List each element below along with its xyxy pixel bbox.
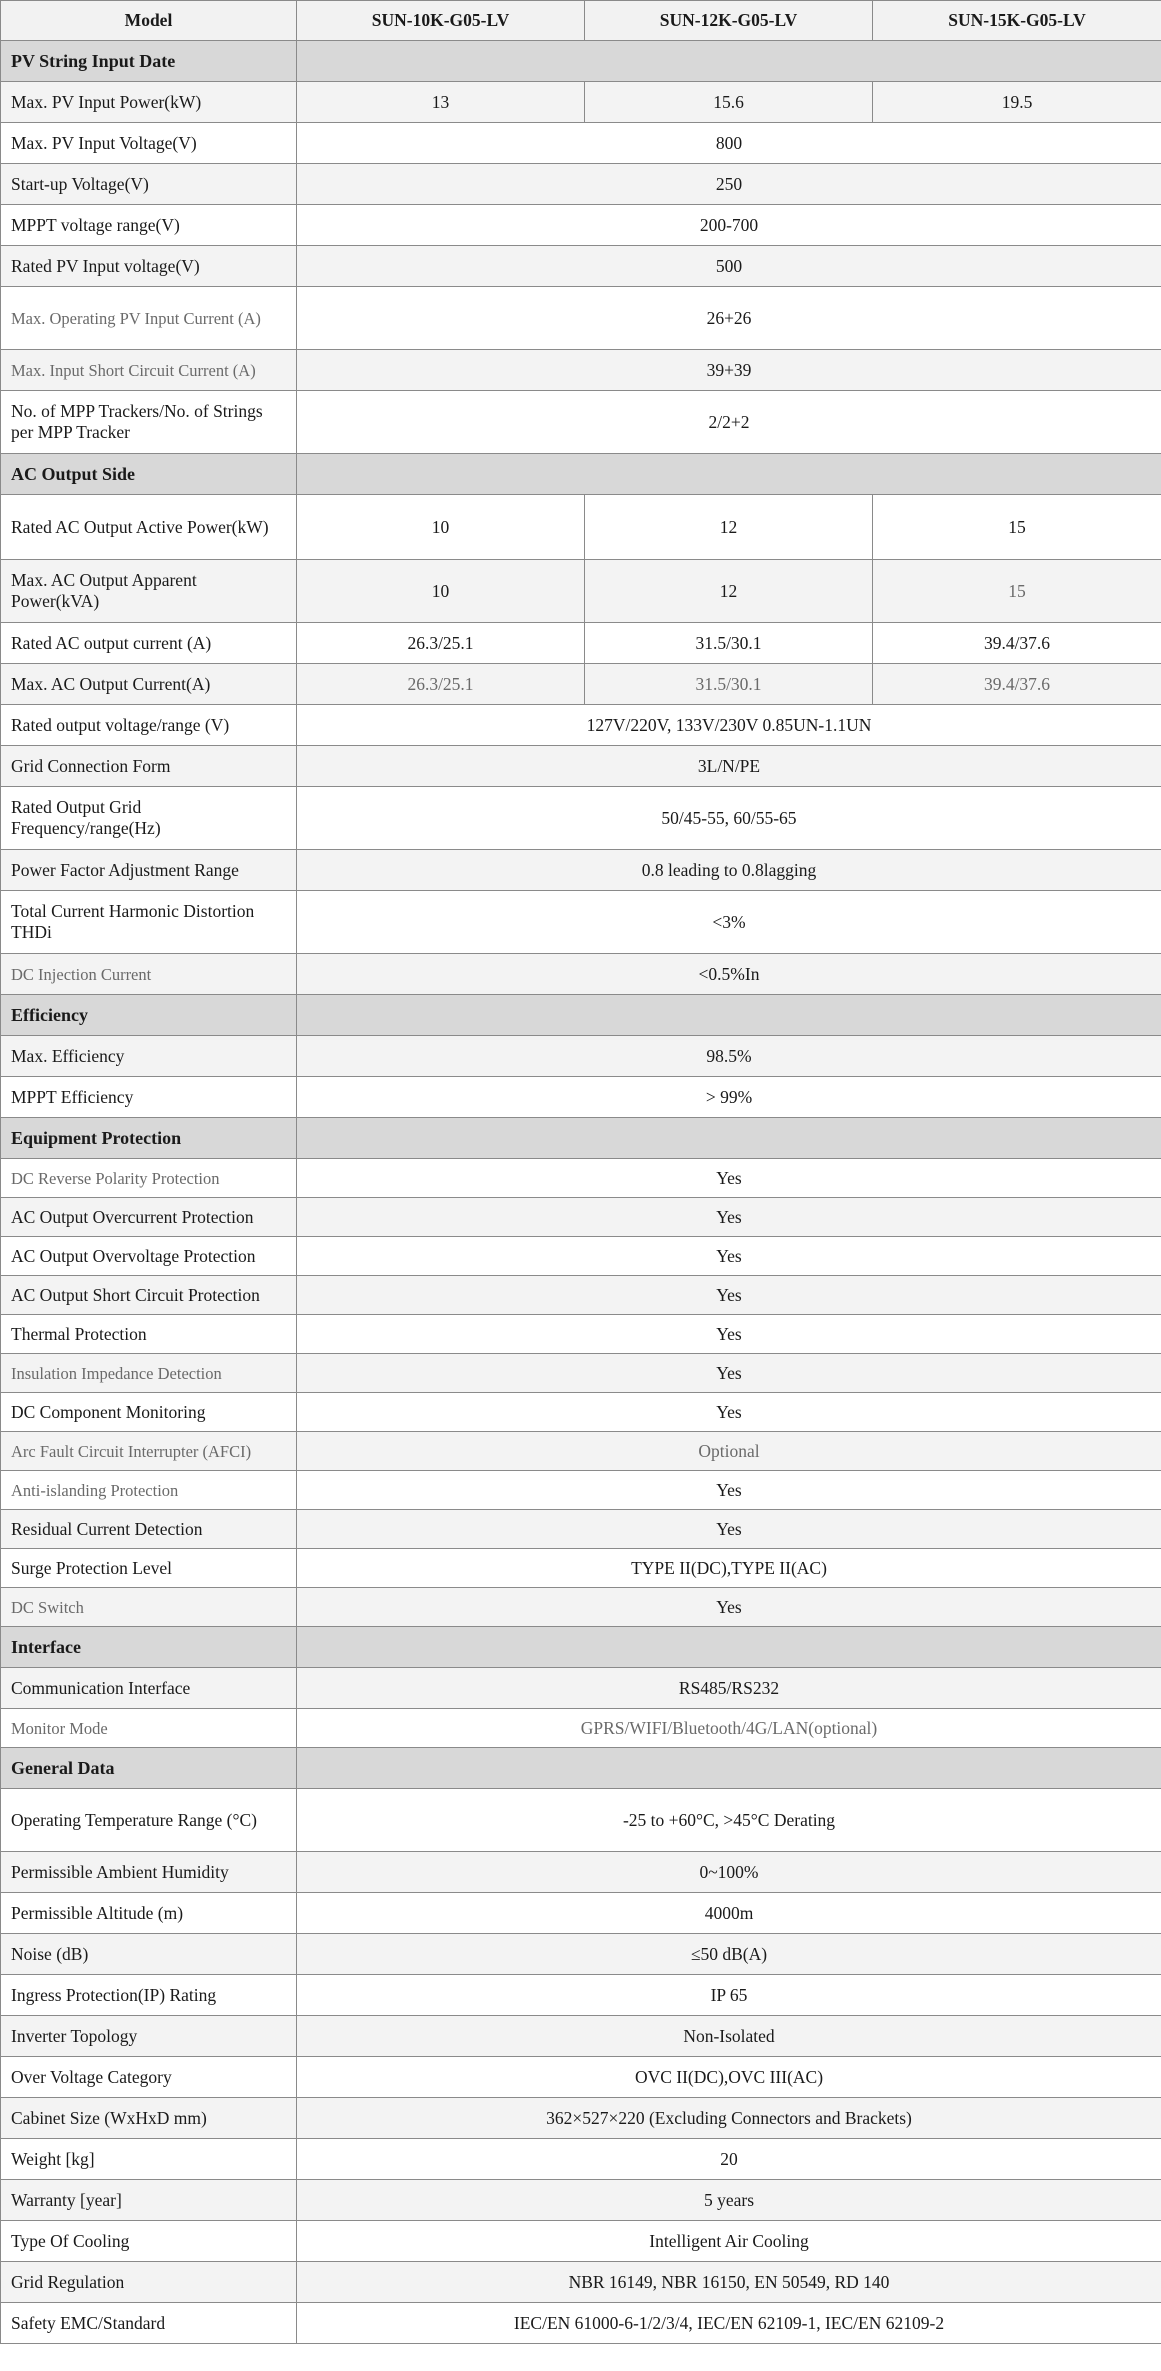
row-label: Warranty [year] bbox=[1, 2180, 297, 2221]
section-title: Equipment Protection bbox=[1, 1118, 297, 1159]
table-row bbox=[1, 2098, 1161, 2139]
row-value: 26+26 bbox=[297, 287, 1161, 350]
section-header-protection bbox=[1, 1118, 1161, 1159]
row-label: Safety EMC/Standard bbox=[1, 2303, 297, 2344]
row-label: Over Voltage Category bbox=[1, 2057, 297, 2098]
row-value: Intelligent Air Cooling bbox=[297, 2221, 1161, 2262]
table-row bbox=[1, 246, 1161, 287]
row-value: Yes bbox=[297, 1276, 1161, 1315]
table-row bbox=[1, 2262, 1161, 2303]
row-label: Rated output voltage/range (V) bbox=[1, 705, 297, 746]
row-label: Residual Current Detection bbox=[1, 1510, 297, 1549]
row-label: Operating Temperature Range (°C) bbox=[1, 1789, 297, 1852]
table-row bbox=[1, 1159, 1161, 1198]
row-value: 39+39 bbox=[297, 350, 1161, 391]
row-label: Max. AC Output Apparent Power(kVA) bbox=[1, 560, 297, 623]
row-value: 39.4/37.6 bbox=[873, 664, 1161, 705]
row-value: <0.5%In bbox=[297, 954, 1161, 995]
model-column-3: SUN-15K-G05-LV bbox=[873, 1, 1161, 41]
row-value: 10 bbox=[297, 495, 585, 560]
row-value: Optional bbox=[297, 1432, 1161, 1471]
section-header-pv bbox=[1, 41, 1161, 82]
table-row bbox=[1, 82, 1161, 123]
table-row bbox=[1, 1549, 1161, 1588]
table-header-row bbox=[1, 1, 1161, 41]
row-label: DC Reverse Polarity Protection bbox=[1, 1159, 297, 1198]
row-value: 31.5/30.1 bbox=[585, 664, 873, 705]
table-row bbox=[1, 205, 1161, 246]
row-value: TYPE II(DC),TYPE II(AC) bbox=[297, 1549, 1161, 1588]
row-value: IP 65 bbox=[297, 1975, 1161, 2016]
row-value: GPRS/WIFI/Bluetooth/4G/LAN(optional) bbox=[297, 1709, 1161, 1748]
table-row bbox=[1, 1893, 1161, 1934]
table-row bbox=[1, 746, 1161, 787]
table-row bbox=[1, 1237, 1161, 1276]
section-header-efficiency bbox=[1, 995, 1161, 1036]
table-row bbox=[1, 1789, 1161, 1852]
row-value: Yes bbox=[297, 1471, 1161, 1510]
table-row bbox=[1, 850, 1161, 891]
row-label: Max. Operating PV Input Current (A) bbox=[1, 287, 297, 350]
table-row bbox=[1, 1077, 1161, 1118]
row-label: Max. PV Input Voltage(V) bbox=[1, 123, 297, 164]
table-row bbox=[1, 2303, 1161, 2344]
row-label: Inverter Topology bbox=[1, 2016, 297, 2057]
row-label: Thermal Protection bbox=[1, 1315, 297, 1354]
table-row bbox=[1, 1934, 1161, 1975]
row-value: 10 bbox=[297, 560, 585, 623]
table-row bbox=[1, 164, 1161, 205]
table-row bbox=[1, 2016, 1161, 2057]
row-value: 2/2+2 bbox=[297, 391, 1161, 454]
row-value: 50/45-55, 60/55-65 bbox=[297, 787, 1161, 850]
row-value: Yes bbox=[297, 1510, 1161, 1549]
section-title: Efficiency bbox=[1, 995, 297, 1036]
table-row bbox=[1, 2139, 1161, 2180]
row-label: Ingress Protection(IP) Rating bbox=[1, 1975, 297, 2016]
table-row bbox=[1, 1588, 1161, 1627]
row-value: 200-700 bbox=[297, 205, 1161, 246]
table-row bbox=[1, 560, 1161, 623]
table-row bbox=[1, 1510, 1161, 1549]
row-label: Surge Protection Level bbox=[1, 1549, 297, 1588]
row-label: Start-up Voltage(V) bbox=[1, 164, 297, 205]
row-label: Permissible Ambient Humidity bbox=[1, 1852, 297, 1893]
table-row bbox=[1, 1852, 1161, 1893]
row-label: AC Output Overcurrent Protection bbox=[1, 1198, 297, 1237]
section-header-general bbox=[1, 1748, 1161, 1789]
row-value: 39.4/37.6 bbox=[873, 623, 1161, 664]
row-value: 26.3/25.1 bbox=[297, 664, 585, 705]
row-value: 98.5% bbox=[297, 1036, 1161, 1077]
table-row bbox=[1, 1709, 1161, 1748]
table-row bbox=[1, 1276, 1161, 1315]
row-value: Non-Isolated bbox=[297, 2016, 1161, 2057]
row-value: 4000m bbox=[297, 1893, 1161, 1934]
row-label: Noise (dB) bbox=[1, 1934, 297, 1975]
table-row bbox=[1, 664, 1161, 705]
table-row bbox=[1, 891, 1161, 954]
row-label: Insulation Impedance Detection bbox=[1, 1354, 297, 1393]
row-value: Yes bbox=[297, 1393, 1161, 1432]
section-title: AC Output Side bbox=[1, 454, 297, 495]
row-label: Communication Interface bbox=[1, 1668, 297, 1709]
table-row bbox=[1, 2057, 1161, 2098]
row-label: Max. Efficiency bbox=[1, 1036, 297, 1077]
table-row bbox=[1, 1315, 1161, 1354]
row-value: Yes bbox=[297, 1159, 1161, 1198]
row-label: Max. PV Input Power(kW) bbox=[1, 82, 297, 123]
row-label: No. of MPP Trackers/No. of Strings per MPP Tracker bbox=[1, 391, 297, 454]
row-value: 15 bbox=[873, 560, 1161, 623]
row-label: Weight [kg] bbox=[1, 2139, 297, 2180]
model-header: Model bbox=[1, 1, 297, 41]
row-value: NBR 16149, NBR 16150, EN 50549, RD 140 bbox=[297, 2262, 1161, 2303]
row-value: 19.5 bbox=[873, 82, 1161, 123]
row-value: Yes bbox=[297, 1237, 1161, 1276]
row-value: 26.3/25.1 bbox=[297, 623, 585, 664]
table-row bbox=[1, 123, 1161, 164]
row-label: DC Injection Current bbox=[1, 954, 297, 995]
row-value: 127V/220V, 133V/230V 0.85UN-1.1UN bbox=[297, 705, 1161, 746]
table-row bbox=[1, 1393, 1161, 1432]
row-value: 500 bbox=[297, 246, 1161, 287]
row-value: 0~100% bbox=[297, 1852, 1161, 1893]
table-row bbox=[1, 495, 1161, 560]
table-row bbox=[1, 1471, 1161, 1510]
table-row bbox=[1, 2221, 1161, 2262]
section-header-ac bbox=[1, 454, 1161, 495]
table-row bbox=[1, 623, 1161, 664]
row-value: ≤50 dB(A) bbox=[297, 1934, 1161, 1975]
table-row bbox=[1, 705, 1161, 746]
row-value: Yes bbox=[297, 1198, 1161, 1237]
row-value: 15 bbox=[873, 495, 1161, 560]
row-value: 31.5/30.1 bbox=[585, 623, 873, 664]
row-label: Anti-islanding Protection bbox=[1, 1471, 297, 1510]
row-label: Grid Connection Form bbox=[1, 746, 297, 787]
row-label: AC Output Overvoltage Protection bbox=[1, 1237, 297, 1276]
row-label: Rated AC Output Active Power(kW) bbox=[1, 495, 297, 560]
section-title: General Data bbox=[1, 1748, 297, 1789]
row-label: Grid Regulation bbox=[1, 2262, 297, 2303]
row-value: 800 bbox=[297, 123, 1161, 164]
table-row bbox=[1, 1975, 1161, 2016]
row-value: 362×527×220 (Excluding Connectors and Brackets) bbox=[297, 2098, 1161, 2139]
row-value: 250 bbox=[297, 164, 1161, 205]
table-row bbox=[1, 787, 1161, 850]
row-value: 0.8 leading to 0.8lagging bbox=[297, 850, 1161, 891]
section-title: PV String Input Date bbox=[1, 41, 297, 82]
row-label: Rated PV Input voltage(V) bbox=[1, 246, 297, 287]
table-row bbox=[1, 1432, 1161, 1471]
row-label: AC Output Short Circuit Protection bbox=[1, 1276, 297, 1315]
table-row bbox=[1, 1198, 1161, 1237]
table-row bbox=[1, 287, 1161, 350]
row-value: 12 bbox=[585, 495, 873, 560]
row-label: Rated AC output current (A) bbox=[1, 623, 297, 664]
row-value: IEC/EN 61000-6-1/2/3/4, IEC/EN 62109-1, IEC/EN 62109-2 bbox=[297, 2303, 1161, 2344]
section-title: Interface bbox=[1, 1627, 297, 1668]
row-value: 3L/N/PE bbox=[297, 746, 1161, 787]
row-label: Type Of Cooling bbox=[1, 2221, 297, 2262]
model-column-2: SUN-12K-G05-LV bbox=[585, 1, 873, 41]
row-value: OVC II(DC),OVC III(AC) bbox=[297, 2057, 1161, 2098]
row-value: 12 bbox=[585, 560, 873, 623]
table-row bbox=[1, 350, 1161, 391]
row-value: 20 bbox=[297, 2139, 1161, 2180]
row-label: DC Component Monitoring bbox=[1, 1393, 297, 1432]
row-label: Power Factor Adjustment Range bbox=[1, 850, 297, 891]
row-value: 13 bbox=[297, 82, 585, 123]
row-label: Max. AC Output Current(A) bbox=[1, 664, 297, 705]
row-label: Max. Input Short Circuit Current (A) bbox=[1, 350, 297, 391]
row-label: Total Current Harmonic Distortion THDi bbox=[1, 891, 297, 954]
table-row bbox=[1, 1354, 1161, 1393]
row-value: Yes bbox=[297, 1354, 1161, 1393]
row-label: MPPT Efficiency bbox=[1, 1077, 297, 1118]
table-row bbox=[1, 954, 1161, 995]
section-header-interface bbox=[1, 1627, 1161, 1668]
table-row bbox=[1, 391, 1161, 454]
row-label: Arc Fault Circuit Interrupter (AFCI) bbox=[1, 1432, 297, 1471]
row-value: RS485/RS232 bbox=[297, 1668, 1161, 1709]
row-label: DC Switch bbox=[1, 1588, 297, 1627]
table-row bbox=[1, 1036, 1161, 1077]
row-value: Yes bbox=[297, 1588, 1161, 1627]
table-row bbox=[1, 2180, 1161, 2221]
row-label: Rated Output Grid Frequency/range(Hz) bbox=[1, 787, 297, 850]
row-value: <3% bbox=[297, 891, 1161, 954]
row-value: -25 to +60°C, >45°C Derating bbox=[297, 1789, 1161, 1852]
row-value: 5 years bbox=[297, 2180, 1161, 2221]
table-row bbox=[1, 1668, 1161, 1709]
row-value: > 99% bbox=[297, 1077, 1161, 1118]
model-column-1: SUN-10K-G05-LV bbox=[297, 1, 585, 41]
row-value: Yes bbox=[297, 1315, 1161, 1354]
row-label: Monitor Mode bbox=[1, 1709, 297, 1748]
row-value: 15.6 bbox=[585, 82, 873, 123]
row-label: Cabinet Size (WxHxD mm) bbox=[1, 2098, 297, 2139]
row-label: Permissible Altitude (m) bbox=[1, 1893, 297, 1934]
row-label: MPPT voltage range(V) bbox=[1, 205, 297, 246]
